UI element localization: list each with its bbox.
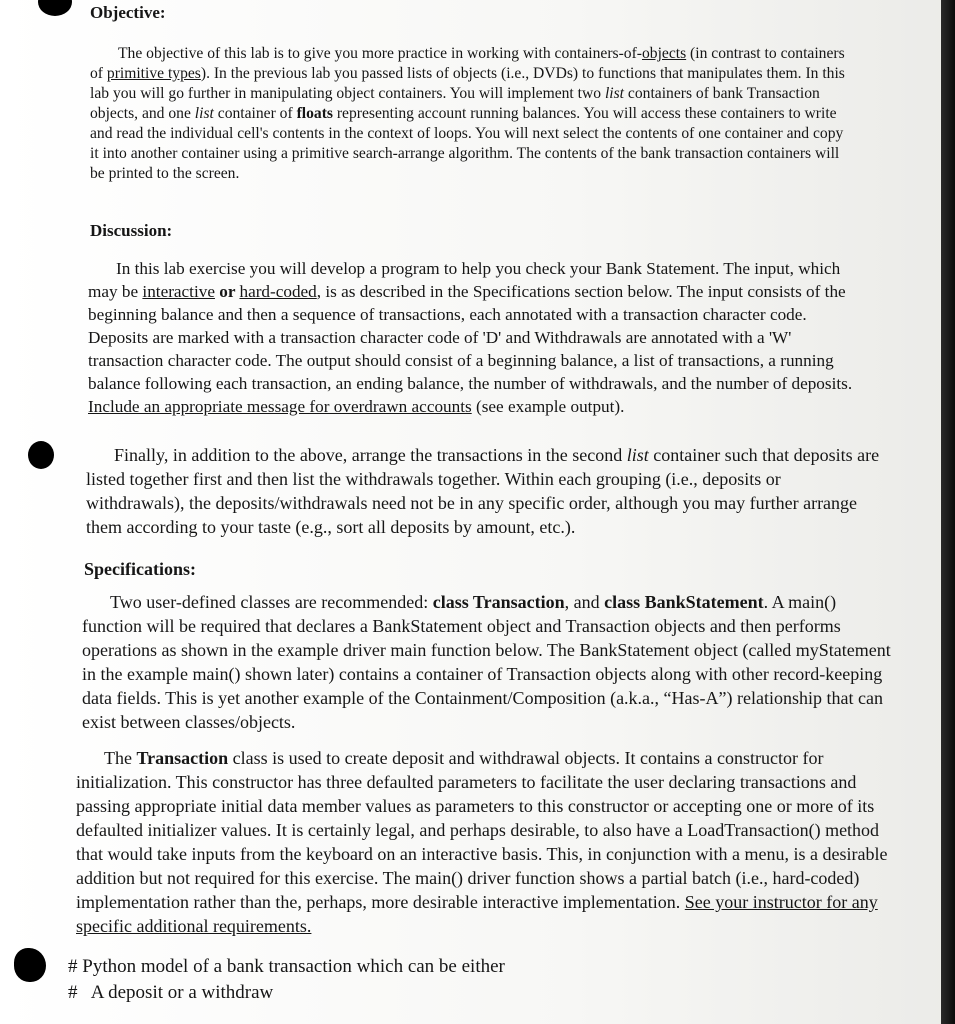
punch-hole-middle xyxy=(28,441,54,469)
objective-paragraph: The objective of this lab is to give you more practice in working with containers-of-objects (in contrast to containers of primitive types). In the previous lab you passed lists of objects (i.e., DVDs) to functions that manipulates them. In this lab you will go further in manipulating object containers. You will implement two list containers of bank Transaction objects, and one list container of floats representing account running balances. You will access these containers to write and read the individual cell's contents in the context of loops. You will next select the contents of one container and copy it into another container using a primitive search-arrange algorithm. The contents of the bank transaction containers will be printed to the screen. xyxy=(90,45,845,182)
specifications-paragraph-2: The Transaction class is used to create deposit and withdrawal objects. It contains a constructor for initialization. This constructor has three defaulted parameters to facilitate the user declaring transactions and passing appropriate initial data member values as parameters to this constructor or accepting one or more of its defaulted initializer values. It is certainly legal, and perhaps desirable, to also have a LoadTransaction() method that would take inputs from the keyboard on an interactive basis. This, in conjunction with a menu, is a desirable addition but not required for this exercise. The main() driver function shows a partial batch (i.e., hard-coded) implementation rather than the, perhaps, more desirable interactive implementation. See your instructor for any specific additional requirements. xyxy=(76,748,888,936)
code-comment-line-2: # A deposit or a withdraw xyxy=(68,982,274,1003)
discussion-paragraph-2: Finally, in addition to the above, arrange the transactions in the second list container such that deposits are listed together first and then list the withdrawals together. Within each grouping (i.e., deposits or withdrawals), the deposits/withdrawals need not be in any specific order, although you may further arrange them according to your taste (e.g., sort all deposits by amount, etc.). xyxy=(86,445,880,537)
specifications-paragraph-1: Two user-defined classes are recommended: class Transaction, and class BankStatement. A main() function will be required that declares a BankStatement object and Transaction objects and then performs operations as shown in the example driver main function below. The BankStatement object (called myStatement in the example main() shown later) contains a container of Transaction objects along with other record-keeping data fields. This is yet another example of the Containment/Composition (a.k.a., “Has-A”) relationship that can exist between classes/objects. xyxy=(82,592,891,732)
page-edge-shadow xyxy=(941,0,955,1024)
punch-hole-bottom xyxy=(14,948,46,982)
specifications-heading: Specifications: xyxy=(84,559,196,579)
code-comment-line-1: # Python model of a bank transaction which can be either xyxy=(68,956,505,977)
objective-heading: Objective: xyxy=(90,3,166,22)
discussion-paragraph-1: In this lab exercise you will develop a program to help you check your Bank Statement. The input, which may be interactive or hard-coded, is as described in the Specifications section below. The input consists of the beginning balance and then a sequence of transactions, each annotated with a transaction character code. Deposits are marked with a transaction character code of 'D' and Withdrawals are annotated with a 'W' transaction character code. The output should consist of a beginning balance, a list of transactions, a running balance following each transaction, an ending balance, the number of withdrawals, and the number of deposits. Include an appropriate message for overdrawn accounts (see example output). xyxy=(88,259,853,416)
discussion-heading: Discussion: xyxy=(90,221,173,240)
